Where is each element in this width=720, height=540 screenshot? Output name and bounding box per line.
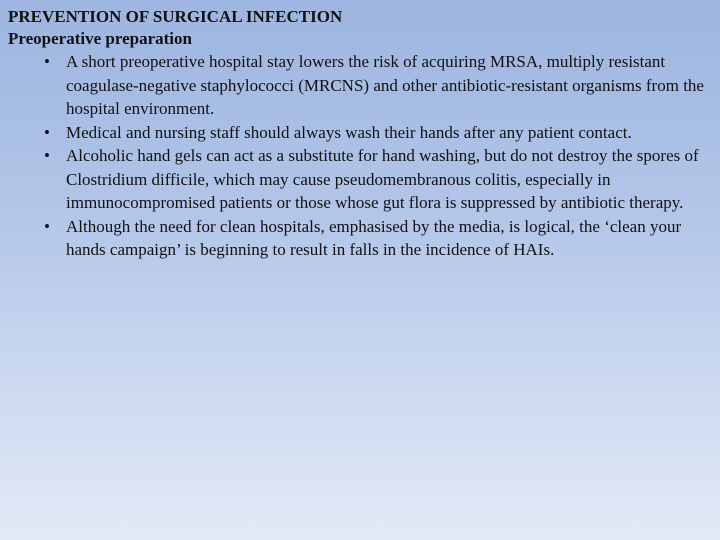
bullet-icon: • — [44, 146, 50, 165]
bullet-icon: • — [44, 122, 50, 142]
bullet-text: Although the need for clean hospitals, emphasised by the media, is logical, the ‘clean your hands campaign’ is beginning to result in falls in the incidence of HAIs. — [66, 216, 682, 259]
bullet-item — [8, 121, 712, 145]
bullet-icon: • — [44, 216, 50, 236]
slide-subtitle: Preoperative preparation — [8, 29, 192, 48]
bullet-item — [8, 50, 712, 121]
slide-title: PREVENTION OF SURGICAL INFECTION — [8, 7, 343, 26]
bullet-text: A short preoperative hospital stay lowers the risk of acquiring MRSA, multiply resistant coagulase-negative staphylococci (MRCNS) and other antibiotic-resistant organisms from the hospital environment. — [66, 52, 704, 118]
bullet-text: Medical and nursing staff should always wash their hands after any patient contact. — [66, 122, 632, 142]
bullet-list — [8, 50, 712, 262]
bullet-item — [8, 144, 712, 215]
bullet-icon: • — [44, 52, 50, 71]
bullet-text: Alcoholic hand gels can act as a substitute for hand washing, but do not destroy the spores of Clostridium difficile, which may cause pseudomembranous colitis, especially in immunocompromised patients or those whose gut flora is suppressed by antibiotic therapy. — [66, 146, 699, 212]
bullet-item — [8, 215, 712, 262]
